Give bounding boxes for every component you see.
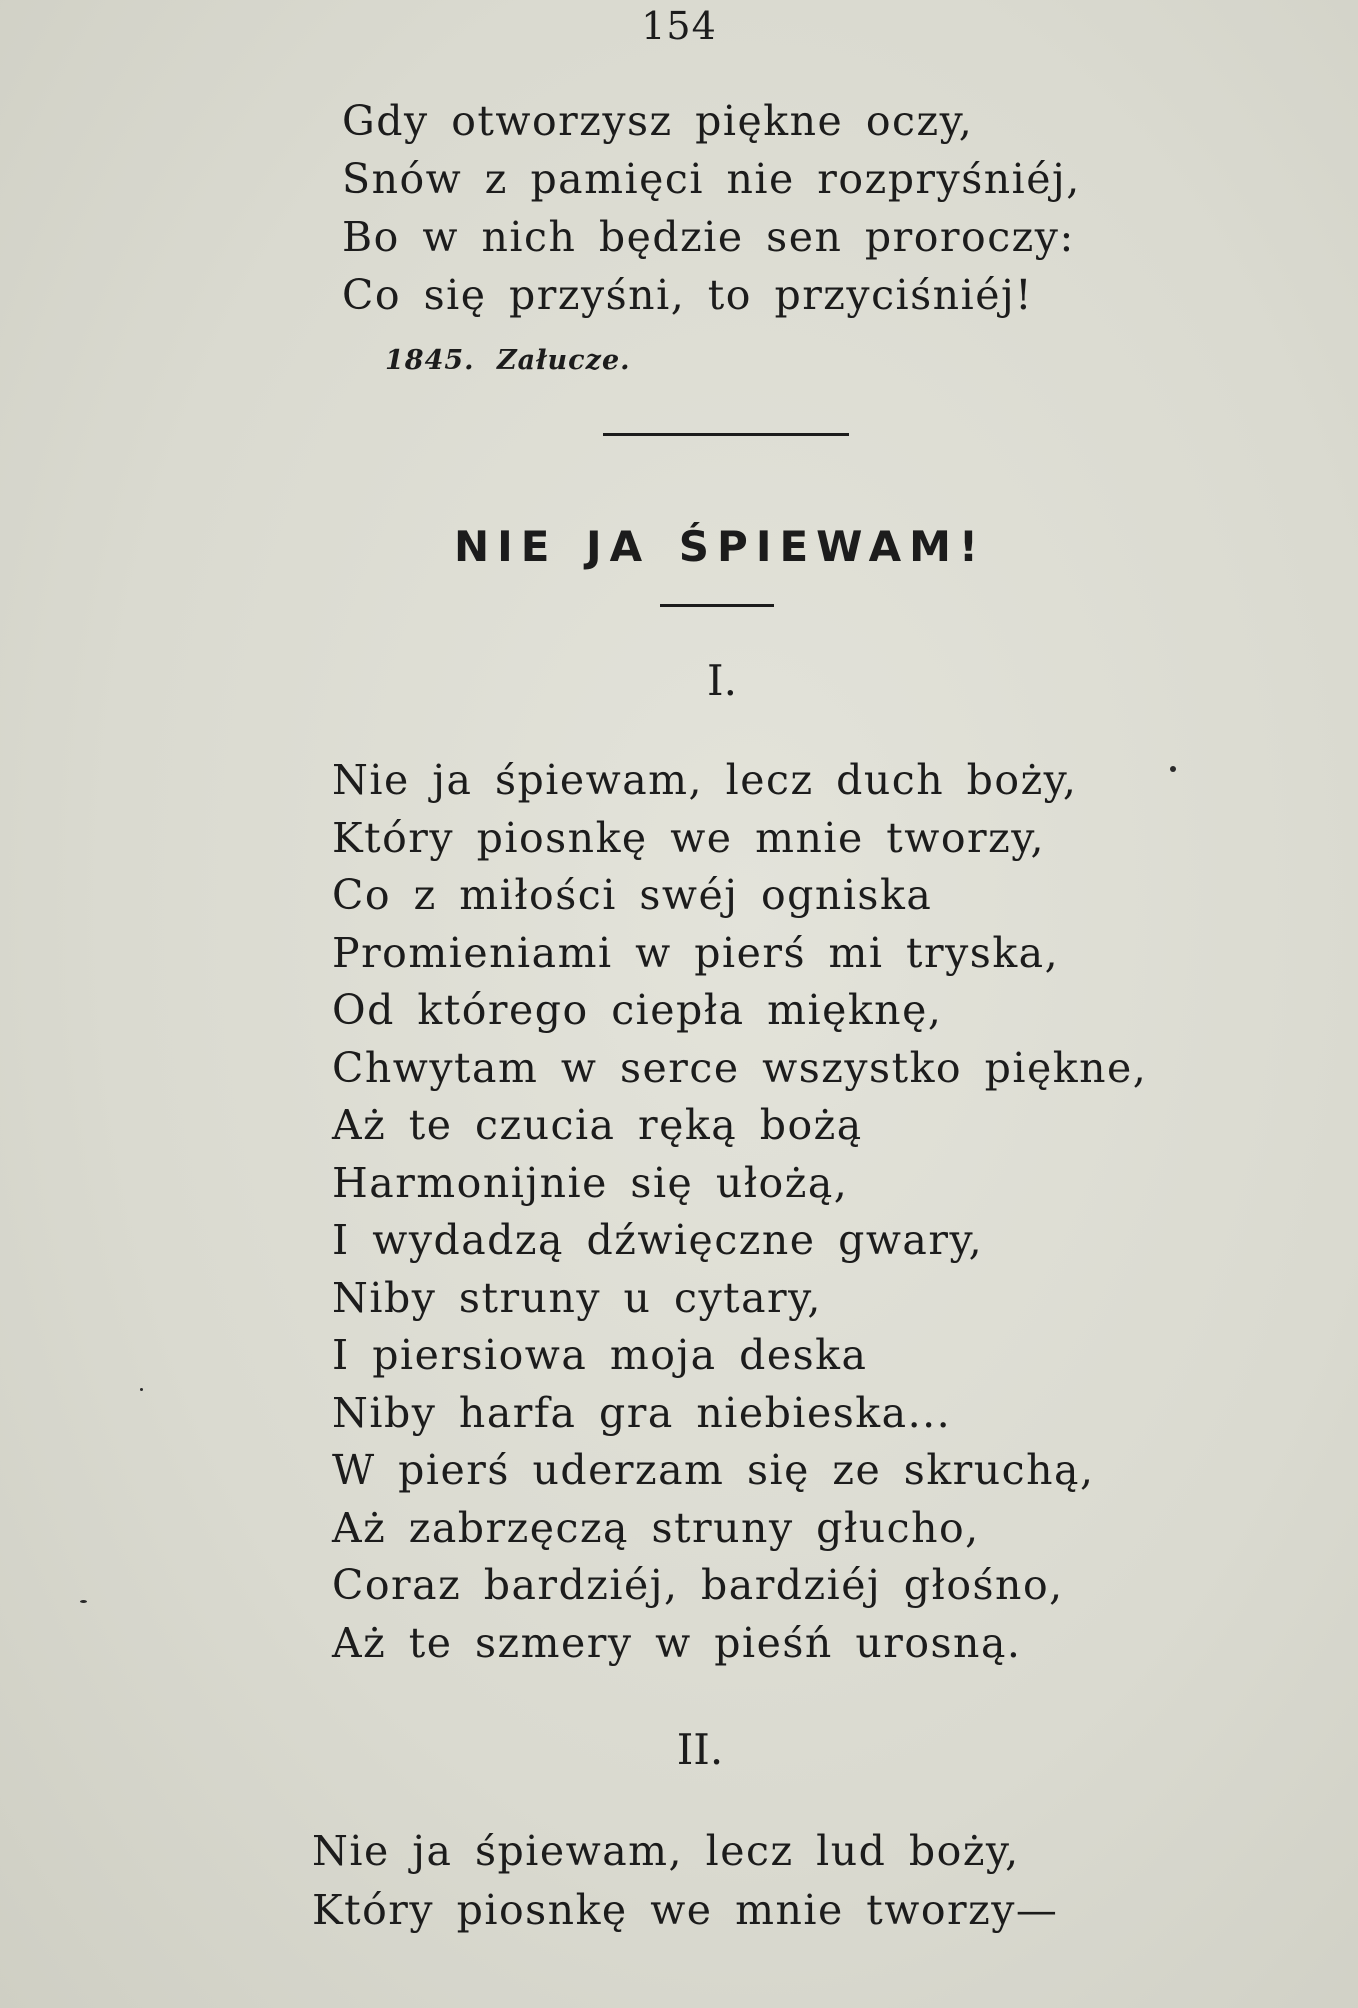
dateline: 1845. Załucze. xyxy=(385,345,631,376)
separator-rule xyxy=(603,433,849,436)
section-number: I. xyxy=(707,656,737,705)
title-underline xyxy=(660,604,774,607)
verse-line: Od którego ciepła mięknę, xyxy=(332,986,943,1034)
verse-line: Aż te szmery w pieśń urosną. xyxy=(332,1618,1022,1667)
verse-line: Co się przyśni, to przyciśniéj! xyxy=(342,271,1034,319)
paper-speck xyxy=(1170,766,1176,772)
verse-line: Niby struny u cytary, xyxy=(332,1273,822,1322)
verse-line: Chwytam w serce wszystko piękne, xyxy=(332,1043,1148,1092)
verse-line: Gdy otworzysz piękne oczy, xyxy=(342,97,974,145)
section-number: II. xyxy=(676,1725,724,1774)
section-one-stanza xyxy=(332,752,1147,1672)
verse-line: Aż te czucia ręką bożą xyxy=(332,1101,863,1149)
paper-speck xyxy=(80,1600,87,1603)
verse-line: W pierś uderzam się ze skruchą, xyxy=(332,1446,1095,1494)
poem-title: NIE JA ŚPIEWAM! xyxy=(453,522,987,571)
verse-line: Nie ja śpiewam, lecz duch boży, xyxy=(332,756,1078,804)
verse-line: Który piosnkę we mnie tworzy, xyxy=(332,813,1046,862)
verse-line: Promieniami w pierś mi tryska, xyxy=(332,928,1060,977)
verse-line: Coraz bardziéj, bardziéj głośno, xyxy=(332,1561,1064,1609)
verse-line: I piersiowa moja deska xyxy=(332,1331,868,1379)
verse-line: I wydadzą dźwięczne gwary, xyxy=(332,1216,984,1264)
paper-speck xyxy=(140,1388,143,1391)
closing-stanza xyxy=(342,92,1081,324)
verse-line: Nie ja śpiewam, lecz lud boży, xyxy=(312,1827,1020,1875)
verse-line: Co z miłości swéj ogniska xyxy=(332,871,933,919)
verse-line: Niby harfa gra niebieska... xyxy=(332,1388,952,1437)
verse-line: Harmonijnie się ułożą, xyxy=(332,1158,849,1207)
section-two-stanza xyxy=(312,1822,1058,1940)
verse-line: Bo w nich będzie sen proroczy: xyxy=(342,213,1075,261)
verse-line: Snów z pamięci nie rozpryśniéj, xyxy=(342,155,1081,203)
verse-line: Aż zabrzęczą struny głucho, xyxy=(332,1503,980,1552)
page-number: 154 xyxy=(641,4,717,48)
verse-line: Który piosnkę we mnie tworzy— xyxy=(312,1886,1059,1934)
